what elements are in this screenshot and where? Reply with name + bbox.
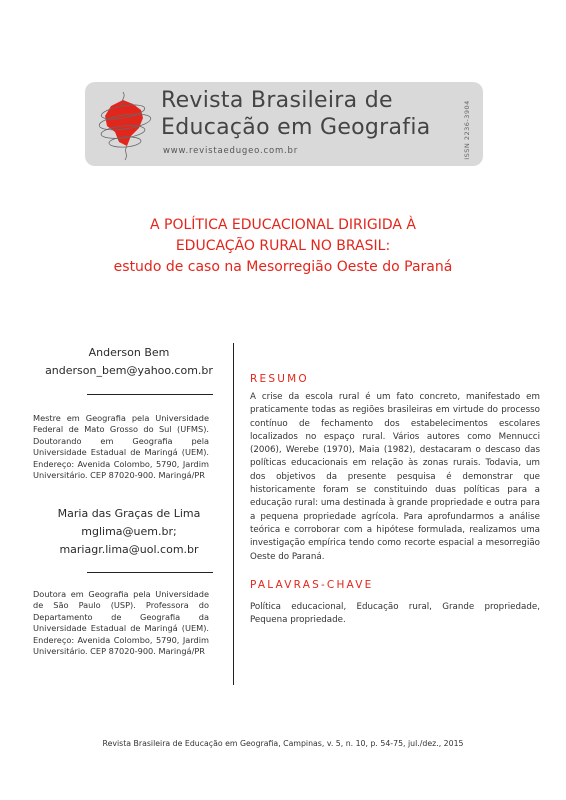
keywords-text: Política educacional, Educação rural, Grande propriedade, Pequena propriedade. — [250, 602, 540, 626]
author-email-secondary[interactable]: mariagr.lima@uol.com.br — [59, 543, 199, 556]
author-email[interactable]: mglima@uem.br; — [81, 525, 177, 538]
journal-banner — [85, 82, 483, 166]
keywords-heading: PALAVRAS-CHAVE — [250, 579, 374, 591]
author-email[interactable]: anderson_bem@yahoo.com.br — [45, 364, 213, 377]
brazil-map-swirl-icon — [93, 88, 157, 162]
article-subtitle: estudo de caso na Mesorregião Oeste do Paraná — [113, 259, 453, 275]
page-footer-citation: Revista Brasileira de Educação em Geografia, Campinas, v. 5, n. 10, p. 54-75, jul./dez., 2015 — [102, 739, 464, 748]
journal-url[interactable]: www.revistaedugeo.com.br — [163, 146, 299, 156]
article-title-line2: EDUCAÇÃO RURAL NO BRASIL: — [175, 238, 391, 254]
issn-label: ISSN 2236-3904 — [463, 100, 471, 160]
journal-title-line2: Educação em Geografia — [161, 115, 431, 140]
author-name: Maria das Graças de Lima — [57, 507, 201, 520]
article-title-line1: A POLÍTICA EDUCACIONAL DIRIGIDA À — [150, 217, 416, 233]
author-divider — [87, 394, 213, 395]
author-1 — [38, 344, 220, 380]
author-divider — [87, 572, 213, 573]
author-affiliation: Mestre em Geografia pela Universidade Federal de Mato Grosso do Sul (UFMS). Doutorando em Geografia pela Universidade Estadual de Maringá (UEM). Endereço: Avenida Colombo, 5790, Jardim Universitário. CEP 87020-900. Maringá/PR — [33, 413, 209, 481]
author-name: Anderson Bem — [88, 346, 170, 359]
journal-title-line1: Revista Brasileira de — [161, 88, 393, 113]
author-affiliation: Doutora em Geografia pela Universidade de São Paulo (USP). Professora do Departamento de Geografia da Universidade Estadual de Maringá (UEM). Endereço: Avenida Colombo, 5790, Jardim Universitário. CEP 87020-900. Maringá/PR — [33, 589, 209, 657]
column-divider — [233, 343, 234, 685]
abstract-text: A crise da escola rural é um fato concreto, manifestado em praticamente todas as regiões brasileiras em virtude do processo contínuo de fechamento dos estabelecimentos escolares localizados no espaço rural. Vários autores como Mennucci (2006), Werebe (1970), Maia (1982), destacaram o descaso das políticas educacionais em relação às zonas rurais. Todavia, um dos objetivos da presente pesquisa é demonstrar que historicamente foram se constituindo duas políticas para a educação rural: uma destinada à grande propriedade e outra para a pequena propriedade agrícola. Para aprofundarmos a análise teórica e corroborar com a hipótese formulada, realizamos uma investigação empírica tendo como recorte espacial a mesorregião Oeste do Paraná. — [250, 392, 540, 562]
abstract-heading: RESUMO — [250, 373, 309, 385]
author-2 — [38, 505, 220, 559]
